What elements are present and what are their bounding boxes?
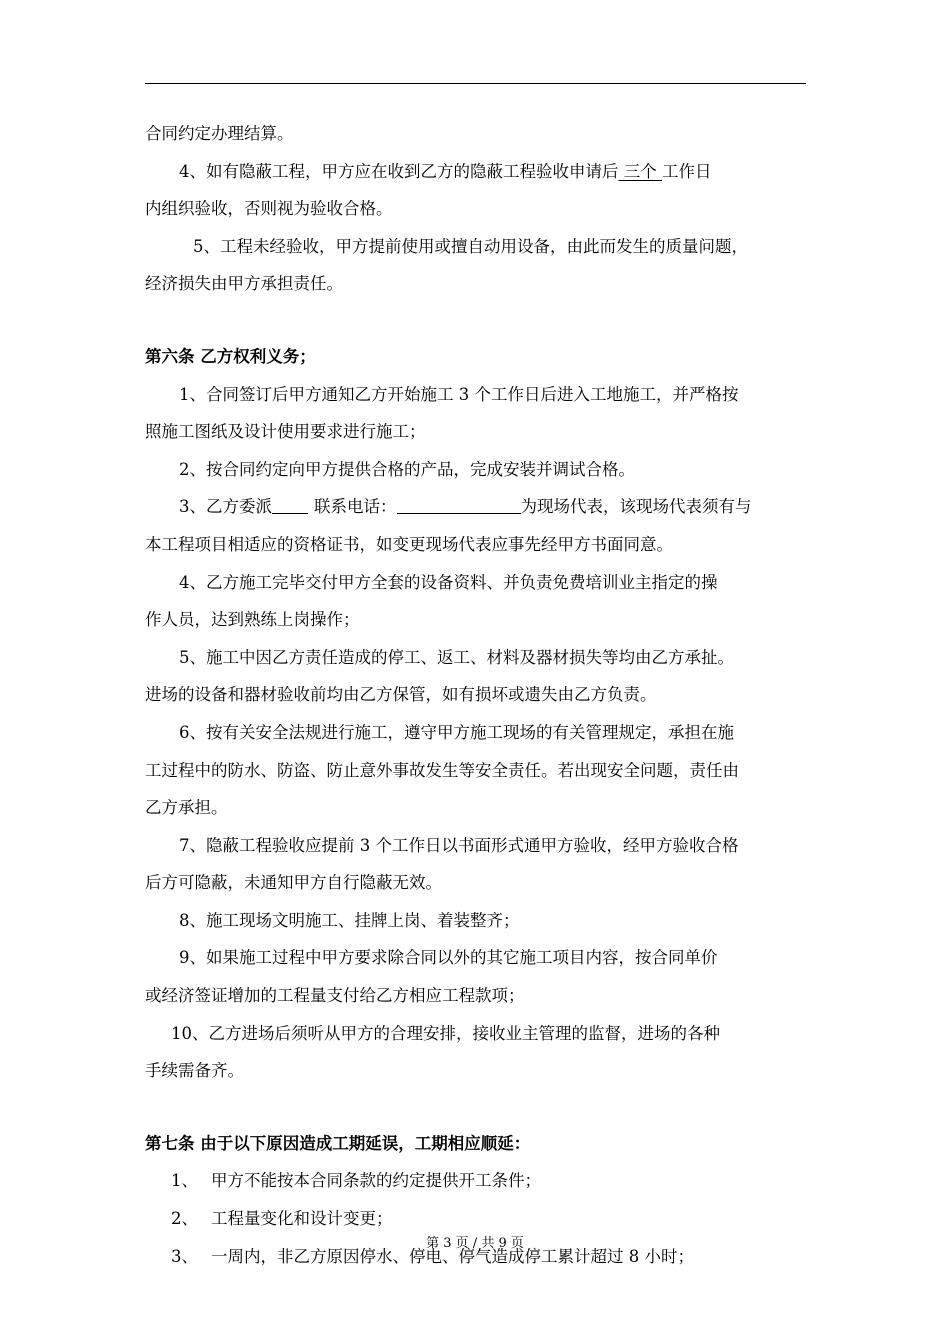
paragraph-line: 作人员，达到熟练上岗操作； — [145, 610, 360, 630]
spacer — [145, 1090, 806, 1125]
article-6-item-7: 7、隐蔽工程验收应提前 3 个工作日以书面形式通甲方验收，经甲方验收合格 — [179, 835, 739, 855]
article-6-item-3 — [145, 488, 806, 526]
paragraph-line: 经济损失由甲方承担责任。 — [145, 274, 343, 294]
paragraph-line: 乙方承担。 — [145, 798, 228, 818]
paragraph-line: 5、工程未经验收，甲方提前使用或擅自动用设备，由此而发生的质量问题， — [193, 236, 748, 256]
item-text: 甲方不能按本合同条款的约定提供开工条件； — [211, 1171, 541, 1191]
item-number: 2、 — [171, 1209, 198, 1229]
article-6-heading: 第六条 乙方权利义务； — [145, 346, 316, 366]
text-span: 3、乙方委派 — [179, 497, 272, 517]
item-text: 一周内，非乙方原因停水、停电、停气造成停工累计超过 8 小时； — [211, 1246, 694, 1266]
spacer — [145, 303, 806, 338]
article-7-heading: 第七条 由于以下原因造成工期延误，工期相应顺延： — [145, 1133, 531, 1153]
item-number: 3、 — [171, 1246, 198, 1266]
paragraph-line: 手续需备齐。 — [145, 1061, 244, 1081]
paragraph-line: 合同约定办理结算。 — [145, 124, 294, 143]
page-footer: 第 3 页 / 共 9 页 — [426, 1236, 524, 1251]
text-span: 为现场代表，该现场代表须有与 — [520, 497, 752, 517]
blank-field-representative — [272, 495, 308, 514]
paragraph-line: 本工程项目相适应的资格证书，如变更现场代表应事先经甲方书面同意。 — [145, 534, 673, 554]
article-6-item-2: 2、按合同约定向甲方提供合格的产品，完成安装并调试合格。 — [179, 459, 635, 479]
blank-field-phone — [397, 495, 521, 514]
paragraph-line: 内组织验收，否则视为验收合格。 — [145, 199, 393, 219]
article-6-item-4: 4、乙方施工完毕交付甲方全套的设备资料、并负责免费培训业主指定的操 — [179, 572, 718, 592]
article-6-item-6: 6、按有关安全法规进行施工，遵守甲方施工现场的有关管理规定，承担在施 — [179, 722, 734, 742]
article-6-item-5: 5、施工中因乙方责任造成的停工、返工、材料及器材损失等均由乙方承扯。 — [179, 647, 734, 667]
text-span: 4、如有隐蔽工程，甲方应在收到乙方的隐蔽工程验收申请后 — [179, 161, 619, 181]
header-rule — [145, 83, 806, 84]
text-span: 工作日 — [662, 161, 712, 181]
article-6-item-9: 9、如果施工过程中甲方要求除合同以外的其它施工项目内容，按合同单价 — [179, 948, 718, 968]
paragraph-line: 照施工图纸及设计使用要求进行施工； — [145, 422, 426, 442]
text-span: 联系电话： — [314, 497, 397, 517]
article-7-item-1 — [145, 1162, 806, 1200]
paragraph-line: 后方可隐蔽，未通知甲方自行隐蔽无效。 — [145, 873, 442, 893]
paragraph-line: 或经济签证增加的工程量支付给乙方相应工程款项； — [145, 986, 525, 1006]
article-6-item-10: 10、乙方进场后须听从甲方的合理安排，接收业主管理的监督，进场的各种 — [171, 1023, 720, 1043]
document-body — [145, 115, 806, 1275]
paragraph-line: 进场的设备和器材验收前均由乙方保管，如有损坏或遗失由乙方负责。 — [145, 685, 657, 705]
article-6-item-1: 1、合同签订后甲方通知乙方开始施工 3 个工作日后进入工地施工，并严格按 — [179, 384, 739, 404]
paragraph-line — [145, 153, 806, 191]
item-number: 1、 — [171, 1171, 198, 1191]
underlined-value: 三个 — [618, 161, 662, 181]
article-6-item-8: 8、施工现场文明施工、挂牌上岗、着装整齐； — [179, 910, 520, 930]
paragraph-line: 工过程中的防水、防盗、防止意外事故发生等安全责任。若出现安全问题，责任由 — [145, 760, 739, 780]
item-text: 工程量变化和设计变更； — [211, 1209, 393, 1229]
